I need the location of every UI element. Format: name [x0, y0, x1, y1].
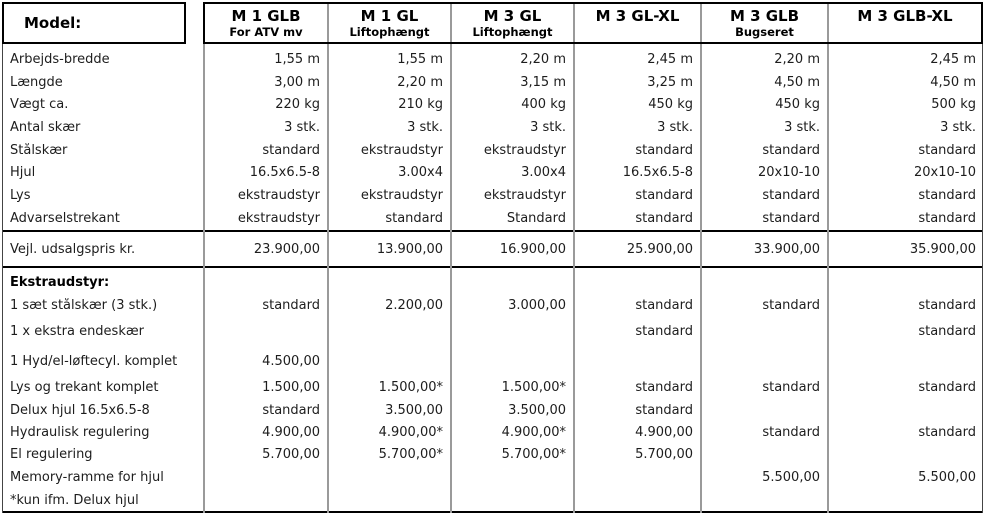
extras-row — [3, 466, 982, 489]
row-label: Lys og trekant komplet — [10, 380, 159, 395]
cell-value: 500 kg — [931, 97, 976, 113]
row-label: Delux hjul 16.5x6.5-8 — [10, 402, 150, 418]
column-header-m-3-glb-xl — [827, 4, 981, 42]
cell-value: standard — [635, 402, 693, 418]
cell-value: 4,50 m — [774, 74, 820, 90]
row-label: 1 Hyd/el-løftecyl. komplet — [10, 353, 178, 369]
extras-row — [3, 399, 982, 421]
cell-value: 2,20 m — [397, 74, 443, 90]
cell-value: ekstraudstyr — [237, 187, 320, 203]
cell-value: 1,55 m — [397, 51, 443, 67]
model-subtitle: Liftophængt — [472, 25, 553, 39]
cell-value: 5.700,00* — [378, 447, 443, 462]
cell-value: 3 stk. — [407, 119, 443, 135]
cell-value: 3 stk. — [657, 119, 693, 135]
cell-value: 20x10-10 — [913, 165, 976, 181]
cell-value: Standard — [506, 210, 566, 226]
cell-value: ekstraudstyr — [360, 187, 443, 203]
spec-row — [3, 116, 982, 139]
row-label: Hjul — [10, 165, 36, 181]
row-label: 1 x ekstra endeskær — [10, 324, 144, 339]
cell-value: 4.900,00 — [635, 424, 693, 440]
extras-title: Ekstraudstyr: — [10, 274, 110, 290]
cell-value: 3.500,00 — [385, 402, 443, 418]
cell-value: 5.700,00 — [635, 447, 693, 462]
cell-value: 2,20 m — [774, 51, 820, 67]
row-label: Advarselstrekant — [10, 210, 120, 226]
extras-row — [3, 294, 982, 317]
extras-section — [3, 268, 982, 513]
cell-value: 1.500,00* — [378, 380, 443, 395]
cell-value: standard — [762, 142, 820, 158]
model-name: M 3 GL-XL — [595, 7, 680, 25]
cell-value: 5.700,00 — [262, 447, 320, 462]
cell-value: standard — [262, 142, 320, 158]
cell-value: 3 stk. — [284, 119, 320, 135]
cell-value: standard — [635, 187, 693, 203]
model-name: M 1 GL — [360, 7, 419, 25]
cell-value: 3.00x4 — [521, 165, 566, 181]
row-label: Længde — [10, 74, 63, 90]
cell-value: 2,20 m — [520, 51, 566, 67]
cell-value: standard — [918, 142, 976, 158]
spec-row — [3, 161, 982, 184]
cell-value: standard — [635, 324, 693, 339]
column-header-m-1-glb — [205, 4, 327, 42]
extras-row — [3, 346, 982, 376]
cell-value: 4.900,00* — [501, 424, 566, 440]
cell-value: 450 kg — [775, 97, 820, 113]
model-name: M 1 GLB — [231, 7, 301, 25]
cell-value: 4.900,00* — [378, 424, 443, 440]
row-label: Lys — [10, 187, 31, 203]
cell-value: 220 kg — [275, 97, 320, 113]
cell-value: 16.5x6.5-8 — [249, 165, 320, 181]
cell-value: 3 stk. — [784, 119, 820, 135]
cell-value: 2.200,00 — [385, 298, 443, 313]
cell-value: 3.500,00 — [508, 402, 566, 418]
cell-value: 33.900,00 — [753, 241, 820, 257]
row-label: Stålskær — [10, 142, 68, 158]
row-label: *kun ifm. Delux hjul — [10, 492, 139, 508]
cell-value: standard — [262, 298, 320, 313]
model-name: M 3 GL — [483, 7, 542, 25]
model-corner-label: Model: — [24, 14, 82, 32]
model-corner-cell — [2, 2, 186, 44]
cell-value: 1.500,00* — [501, 380, 566, 395]
cell-value: 4.900,00 — [262, 424, 320, 440]
price-row — [3, 232, 982, 266]
extras-row — [3, 489, 982, 511]
row-label: Hydraulisk regulering — [10, 424, 150, 440]
model-subtitle: Liftophængt — [349, 25, 430, 39]
row-label: 1 sæt stålskær (3 stk.) — [10, 298, 158, 313]
cell-value: standard — [385, 210, 443, 226]
cell-value: standard — [918, 380, 976, 395]
retail-price-section — [3, 232, 982, 268]
cell-value: 210 kg — [398, 97, 443, 113]
cell-value: ekstraudstyr — [237, 210, 320, 226]
cell-value: 3,00 m — [274, 74, 320, 90]
column-header-m-1-gl — [327, 4, 450, 42]
cell-value: standard — [918, 424, 976, 440]
cell-value: 25.900,00 — [626, 241, 693, 257]
model-name: M 3 GLB — [729, 7, 800, 25]
spec-row — [3, 93, 982, 116]
cell-value: standard — [762, 424, 820, 440]
cell-value: 2,45 m — [647, 51, 693, 67]
extras-title-row — [3, 270, 982, 294]
cell-value: standard — [762, 298, 820, 313]
cell-value: 5.500,00 — [762, 470, 820, 485]
spec-row — [3, 71, 982, 94]
extras-row — [3, 421, 982, 443]
cell-value: 3.000,00 — [508, 298, 566, 313]
cell-value: 20x10-10 — [757, 165, 820, 181]
cell-value: standard — [918, 210, 976, 226]
cell-value: 3 stk. — [940, 119, 976, 135]
cell-value: ekstraudstyr — [360, 142, 443, 158]
cell-value: standard — [635, 210, 693, 226]
cell-value: 450 kg — [648, 97, 693, 113]
spec-row — [3, 207, 982, 230]
cell-value: 3,25 m — [647, 74, 693, 90]
cell-value: standard — [762, 187, 820, 203]
model-subtitle: For ATV mv — [229, 25, 303, 39]
cell-value: 4.500,00 — [262, 353, 320, 369]
row-label: El regulering — [10, 447, 93, 462]
cell-value: 35.900,00 — [909, 241, 976, 257]
cell-value: 16.900,00 — [499, 241, 566, 257]
row-label: Memory-ramme for hjul — [10, 470, 164, 485]
cell-value: 3 stk. — [530, 119, 566, 135]
cell-value: 5.500,00 — [918, 470, 976, 485]
cell-value: standard — [635, 380, 693, 395]
cell-value: standard — [762, 210, 820, 226]
cell-value: 13.900,00 — [376, 241, 443, 257]
cell-value: standard — [918, 298, 976, 313]
cell-value: 16.5x6.5-8 — [622, 165, 693, 181]
column-header-band — [203, 2, 983, 44]
cell-value: standard — [762, 380, 820, 395]
cell-value: standard — [262, 402, 320, 418]
column-header-m-3-gl-xl — [573, 4, 700, 42]
spec-row — [3, 184, 982, 207]
cell-value: 3,15 m — [520, 74, 566, 90]
extras-row — [3, 443, 982, 466]
cell-value: 1.500,00 — [262, 380, 320, 395]
cell-value: 2,45 m — [930, 51, 976, 67]
specifications-section — [3, 44, 982, 232]
cell-value: 1,55 m — [274, 51, 320, 67]
row-label: Vejl. udsalgspris kr. — [10, 241, 136, 257]
extras-row — [3, 317, 982, 346]
model-subtitle: Bugseret — [735, 25, 794, 39]
cell-value: standard — [918, 187, 976, 203]
cell-value: 4,50 m — [930, 74, 976, 90]
spec-row — [3, 139, 982, 162]
row-label: Antal skær — [10, 119, 81, 135]
column-header-m-3-glb — [700, 4, 827, 42]
row-label: Vægt ca. — [10, 97, 69, 113]
cell-value: standard — [918, 324, 976, 339]
model-name: M 3 GLB-XL — [857, 7, 953, 25]
cell-value: 23.900,00 — [253, 241, 320, 257]
spec-row — [3, 48, 982, 71]
cell-value: ekstraudstyr — [483, 142, 566, 158]
cell-value: ekstraudstyr — [483, 187, 566, 203]
cell-value: 3.00x4 — [398, 165, 443, 181]
cell-value: standard — [635, 142, 693, 158]
cell-value: 400 kg — [521, 97, 566, 113]
table-body — [2, 44, 983, 513]
cell-value: standard — [635, 298, 693, 313]
extras-row — [3, 376, 982, 399]
row-label: Arbejds-bredde — [10, 51, 110, 67]
column-header-m-3-gl — [450, 4, 573, 42]
cell-value: 5.700,00* — [501, 447, 566, 462]
